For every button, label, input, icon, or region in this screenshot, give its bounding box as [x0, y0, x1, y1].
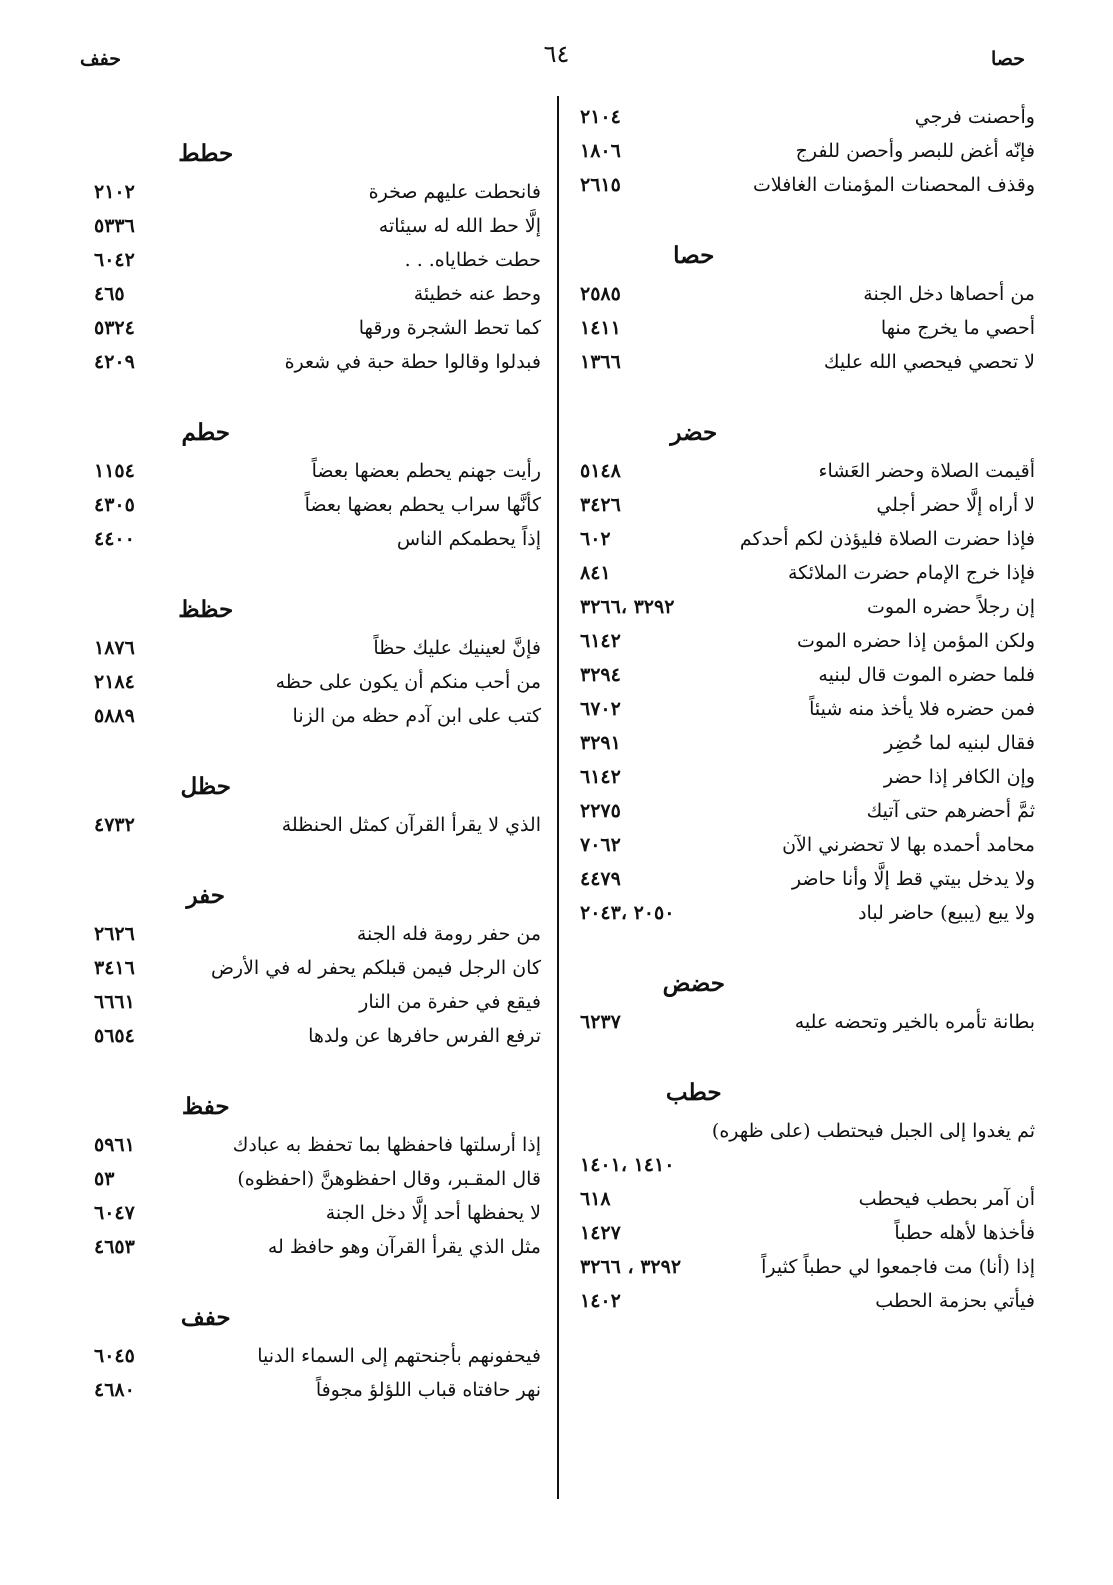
entry-text: مثل الذي يقرأ القرآن وهو حافظ له — [267, 1236, 541, 1258]
index-entry — [94, 667, 541, 701]
entry-text: فيأتي بحزمة الحطب — [875, 1290, 1035, 1312]
page-number: ٦٤ — [543, 40, 570, 68]
entry-text: فأخذها لأهله حطباً — [894, 1222, 1035, 1244]
index-entry — [580, 170, 1035, 204]
index-entry — [94, 1375, 541, 1409]
entry-text: فيحفونهم بأجنحتهم إلى السماء الدنيا — [257, 1345, 541, 1367]
entry-text: حطت خطاياه. . . — [404, 249, 541, 271]
heading-root: حضض — [662, 970, 725, 997]
index-entry — [94, 810, 541, 844]
index-entry — [94, 701, 541, 735]
entry-reference: ٥١٤٨ — [580, 460, 621, 482]
entry-text: كان الرجل فيمن قبلكم يحفر له في الأرض — [210, 957, 541, 979]
entry-reference: ٦٠٤٥ — [94, 1345, 135, 1367]
column-divider — [557, 96, 559, 1499]
index-entry — [94, 490, 541, 524]
entry-reference: ٦٢٣٧ — [580, 1011, 621, 1033]
index-entry — [94, 177, 541, 211]
entry-text: إلَّا حط الله له سيئاته — [378, 215, 541, 237]
entry-text: أن آمر بحطب فيحطب — [858, 1188, 1035, 1210]
entry-text: إذا (أنا) مت فاجمعوا لي حطباً كثيراً — [761, 1256, 1035, 1278]
entry-text: فإنَّ لعينيك عليك حظاً — [373, 637, 541, 659]
entry-text: ثمَّ أحضرهم حتى آتيك — [866, 800, 1035, 822]
entry-heading — [94, 1266, 541, 1341]
entry-heading — [94, 844, 541, 919]
entry-text: فلما حضره الموت قال لبنيه — [818, 664, 1035, 686]
index-entry — [580, 592, 1035, 626]
entry-text: كما تحط الشجرة ورقها — [358, 317, 541, 339]
entry-text: ثم يغدوا إلى الجبل فيحتطب (على ظهره) — [711, 1120, 1035, 1142]
entry-text: لا يحفظها أحد إلَّا دخل الجنة — [325, 1202, 541, 1224]
entry-reference: ٦٠٤٢ — [94, 249, 135, 271]
entry-text: الذي لا يقرأ القرآن كمثل الحنظلة — [281, 814, 541, 836]
entry-reference: ٤٦٥٣ — [94, 1236, 135, 1258]
entry-text: فإذا خرج الإمام حضرت الملائكة — [787, 562, 1035, 584]
running-header-right: حصا — [990, 48, 1025, 70]
index-entry — [580, 279, 1035, 313]
entry-reference: ١٨٠٦ — [580, 140, 621, 162]
index-entry — [94, 211, 541, 245]
entry-reference: ٢٦٢٦ — [94, 923, 135, 945]
entry-heading — [580, 932, 1035, 1007]
entry-reference: ٣٢٩٢ ، ٣٢٦٦ — [580, 1256, 682, 1278]
entry-reference: ٦١٤٢ — [580, 630, 621, 652]
index-entry — [580, 313, 1035, 347]
index-entry — [94, 953, 541, 987]
entry-text: رأيت جهنم يحطم بعضها بعضاً — [311, 460, 541, 482]
heading-root: حفظ — [181, 1093, 230, 1120]
index-entry — [580, 796, 1035, 830]
index-entry — [580, 626, 1035, 660]
entry-reference: ٦١٤٢ — [580, 766, 621, 788]
entry-reference: ٣٤١٦ — [94, 957, 135, 979]
entry-text: فانحطت عليهم صخرة — [368, 181, 541, 203]
entry-text: وأحصنت فرجي — [914, 106, 1035, 128]
entry-text: لا أراه إلَّا حضر أجلي — [876, 494, 1035, 516]
entry-text: من أحصاها دخل الجنة — [863, 283, 1035, 305]
entry-reference: ١١٥٤ — [94, 460, 135, 482]
entry-text: فمن حضره فلا يأخذ منه شيئاً — [809, 698, 1035, 720]
entry-text: وقذف المحصنات المؤمنات الغافلات — [752, 174, 1035, 196]
index-entry — [580, 490, 1035, 524]
index-entry — [94, 279, 541, 313]
entry-heading — [94, 1055, 541, 1130]
entry-reference: ٤٤٧٩ — [580, 868, 621, 890]
entry-reference: ٥٣ — [94, 1168, 115, 1190]
index-entry — [94, 1198, 541, 1232]
entry-reference: ٦١٨ — [580, 1188, 611, 1210]
index-entry — [580, 660, 1035, 694]
entry-text: لا تحصي فيحصي الله عليك — [823, 351, 1035, 373]
entry-text: بطانة تأمره بالخير وتحضه عليه — [794, 1011, 1035, 1033]
entry-text: وإن الكافر إذا حضر — [883, 766, 1035, 788]
entry-reference: ٦٠٤٧ — [94, 1202, 135, 1224]
entry-text: من حفر رومة فله الجنة — [356, 923, 541, 945]
entry-reference: ٨٤١ — [580, 562, 611, 584]
entry-reference: ١٤١١ — [580, 317, 621, 339]
entry-reference: ٧٠٦٢ — [580, 834, 621, 856]
entry-text: إذاً يحطمكم الناس — [396, 528, 541, 550]
entry-reference: ٥٣٣٦ — [94, 215, 135, 237]
index-entry — [94, 1164, 541, 1198]
entry-reference: ٣٢٩٤ — [580, 664, 621, 686]
entry-reference: ١٨٧٦ — [94, 637, 135, 659]
index-entry — [94, 1021, 541, 1055]
entry-reference: ٢١٨٤ — [94, 671, 135, 693]
index-entry — [94, 313, 541, 347]
entry-heading — [94, 102, 541, 177]
entry-text: كتب على ابن آدم حظه من الزنا — [292, 705, 541, 727]
entry-reference: ١٤٢٧ — [580, 1222, 621, 1244]
index-entry — [580, 1150, 1035, 1184]
index-entry — [580, 1252, 1035, 1286]
entry-heading — [94, 381, 541, 456]
entry-text: قال المقـبر، وقال احفظوهنَّ (احفظوه) — [237, 1168, 541, 1190]
index-entry — [580, 694, 1035, 728]
entry-reference: ٥٩٦١ — [94, 1134, 135, 1156]
entry-text: من أحب منكم أن يكون على حظه — [275, 671, 541, 693]
index-entry — [580, 558, 1035, 592]
heading-root: حطب — [665, 1079, 722, 1106]
entry-reference: ١٤٠٢ — [580, 1290, 621, 1312]
index-entry — [580, 347, 1035, 381]
entry-text: كأنَّها سراب يحطم بعضها بعضاً — [304, 494, 541, 516]
heading-root: حفف — [180, 1304, 231, 1331]
entry-reference: ٤٣٠٥ — [94, 494, 135, 516]
index-entry — [94, 919, 541, 953]
entry-reference: ٣٢٩١ — [580, 732, 621, 754]
index-entry — [94, 524, 541, 558]
index-entry — [580, 1184, 1035, 1218]
index-entry — [580, 898, 1035, 932]
entry-heading — [94, 735, 541, 810]
entry-text: ولا يبع (يبيع) حاضر لباد — [858, 902, 1035, 924]
entry-text: محامد أحمده بها لا تحضرني الآن — [782, 834, 1035, 856]
index-entry — [94, 1341, 541, 1375]
entry-reference: ٢٠٥٠ ،٢٠٤٣ — [580, 902, 675, 924]
heading-root: حطط — [178, 140, 234, 167]
heading-root: حصا — [673, 242, 715, 269]
entry-heading — [580, 1041, 1035, 1116]
entry-text: أحصي ما يخرج منها — [880, 317, 1035, 339]
entry-text: ترفع الفرس حافرها عن ولدها — [308, 1025, 541, 1047]
entry-text: فإذا حضرت الصلاة فليؤذن لكم أحدكم — [739, 528, 1035, 550]
index-entry — [580, 102, 1035, 136]
entry-reference: ٥٨٨٩ — [94, 705, 135, 727]
index-entry — [580, 1286, 1035, 1320]
heading-root: حظل — [180, 773, 231, 800]
entry-reference: ٤٦٨٠ — [94, 1379, 135, 1401]
entry-reference: ١٤١٠ ،١٤٠١ — [580, 1154, 675, 1176]
index-entry — [580, 864, 1035, 898]
index-entry — [94, 456, 541, 490]
index-entry — [580, 1218, 1035, 1252]
index-entry — [94, 1130, 541, 1164]
entry-text: نهر حافتاه قباب اللؤلؤ مجوفاً — [315, 1379, 541, 1401]
entry-text: وحط عنه خطيئة — [413, 283, 541, 305]
index-entry — [94, 633, 541, 667]
entry-text: فيقع في حفرة من النار — [359, 991, 541, 1013]
entry-reference: ٢٥٨٥ — [580, 283, 621, 305]
entry-text: ولا يدخل بيتي قط إلَّا وأنا حاضر — [791, 868, 1035, 890]
index-entry — [580, 762, 1035, 796]
entry-text: فبدلوا وقالوا حطة حبة في شعرة — [284, 351, 541, 373]
entry-heading — [94, 558, 541, 633]
entry-text: ولكن المؤمن إذا حضره الموت — [796, 630, 1035, 652]
entry-text: أقيمت الصلاة وحضر العَشاء — [818, 460, 1035, 482]
index-entry — [94, 245, 541, 279]
entry-text: فقال لبنيه لما حُضِر — [884, 732, 1035, 754]
entry-reference: ٤٦٥ — [94, 283, 125, 305]
entry-reference: ٥٦٥٤ — [94, 1025, 135, 1047]
entry-reference: ٣٢٩٢ ،٣٢٦٦ — [580, 596, 675, 618]
heading-root: حظظ — [178, 596, 234, 623]
index-entry — [580, 456, 1035, 490]
entry-reference: ٤٢٠٩ — [94, 351, 135, 373]
entry-text: إذا أرسلتها فاحفظها بما تحفظ به عبادك — [232, 1134, 541, 1156]
index-entry — [94, 1232, 541, 1266]
entry-reference: ٢١٠٤ — [580, 106, 621, 128]
index-entry — [580, 728, 1035, 762]
entry-reference: ٣٤٢٦ — [580, 494, 621, 516]
index-entry — [580, 830, 1035, 864]
entry-reference: ٤٤٠٠ — [94, 528, 135, 550]
entry-reference: ٢٢٧٥ — [580, 800, 621, 822]
index-entry — [580, 1007, 1035, 1041]
entry-reference: ٦٠٢ — [580, 528, 611, 550]
entry-text: إن رجلاً حضره الموت — [866, 596, 1035, 618]
entry-reference: ٦٦٦١ — [94, 991, 135, 1013]
entry-text: فإنّه أغض للبصر وأحصن للفرج — [795, 140, 1035, 162]
running-header-left: حفف — [80, 48, 122, 70]
heading-root: حضر — [670, 419, 718, 446]
entry-heading — [580, 381, 1035, 456]
entry-reference: ٥٣٢٤ — [94, 317, 135, 339]
index-column-right — [580, 102, 1035, 1320]
entry-reference: ٤٧٣٢ — [94, 814, 135, 836]
entry-reference: ١٣٦٦ — [580, 351, 621, 373]
heading-root: حفر — [186, 882, 226, 909]
entry-reference: ٦٧٠٢ — [580, 698, 621, 720]
entry-reference: ٢٦١٥ — [580, 174, 621, 196]
index-entry — [94, 987, 541, 1021]
index-column-left — [94, 102, 541, 1409]
index-entry — [580, 1116, 1035, 1150]
index-entry — [94, 347, 541, 381]
entry-heading — [580, 204, 1035, 279]
entry-reference: ٢١٠٢ — [94, 181, 135, 203]
heading-root: حطم — [181, 419, 230, 446]
index-entry — [580, 524, 1035, 558]
index-entry — [580, 136, 1035, 170]
